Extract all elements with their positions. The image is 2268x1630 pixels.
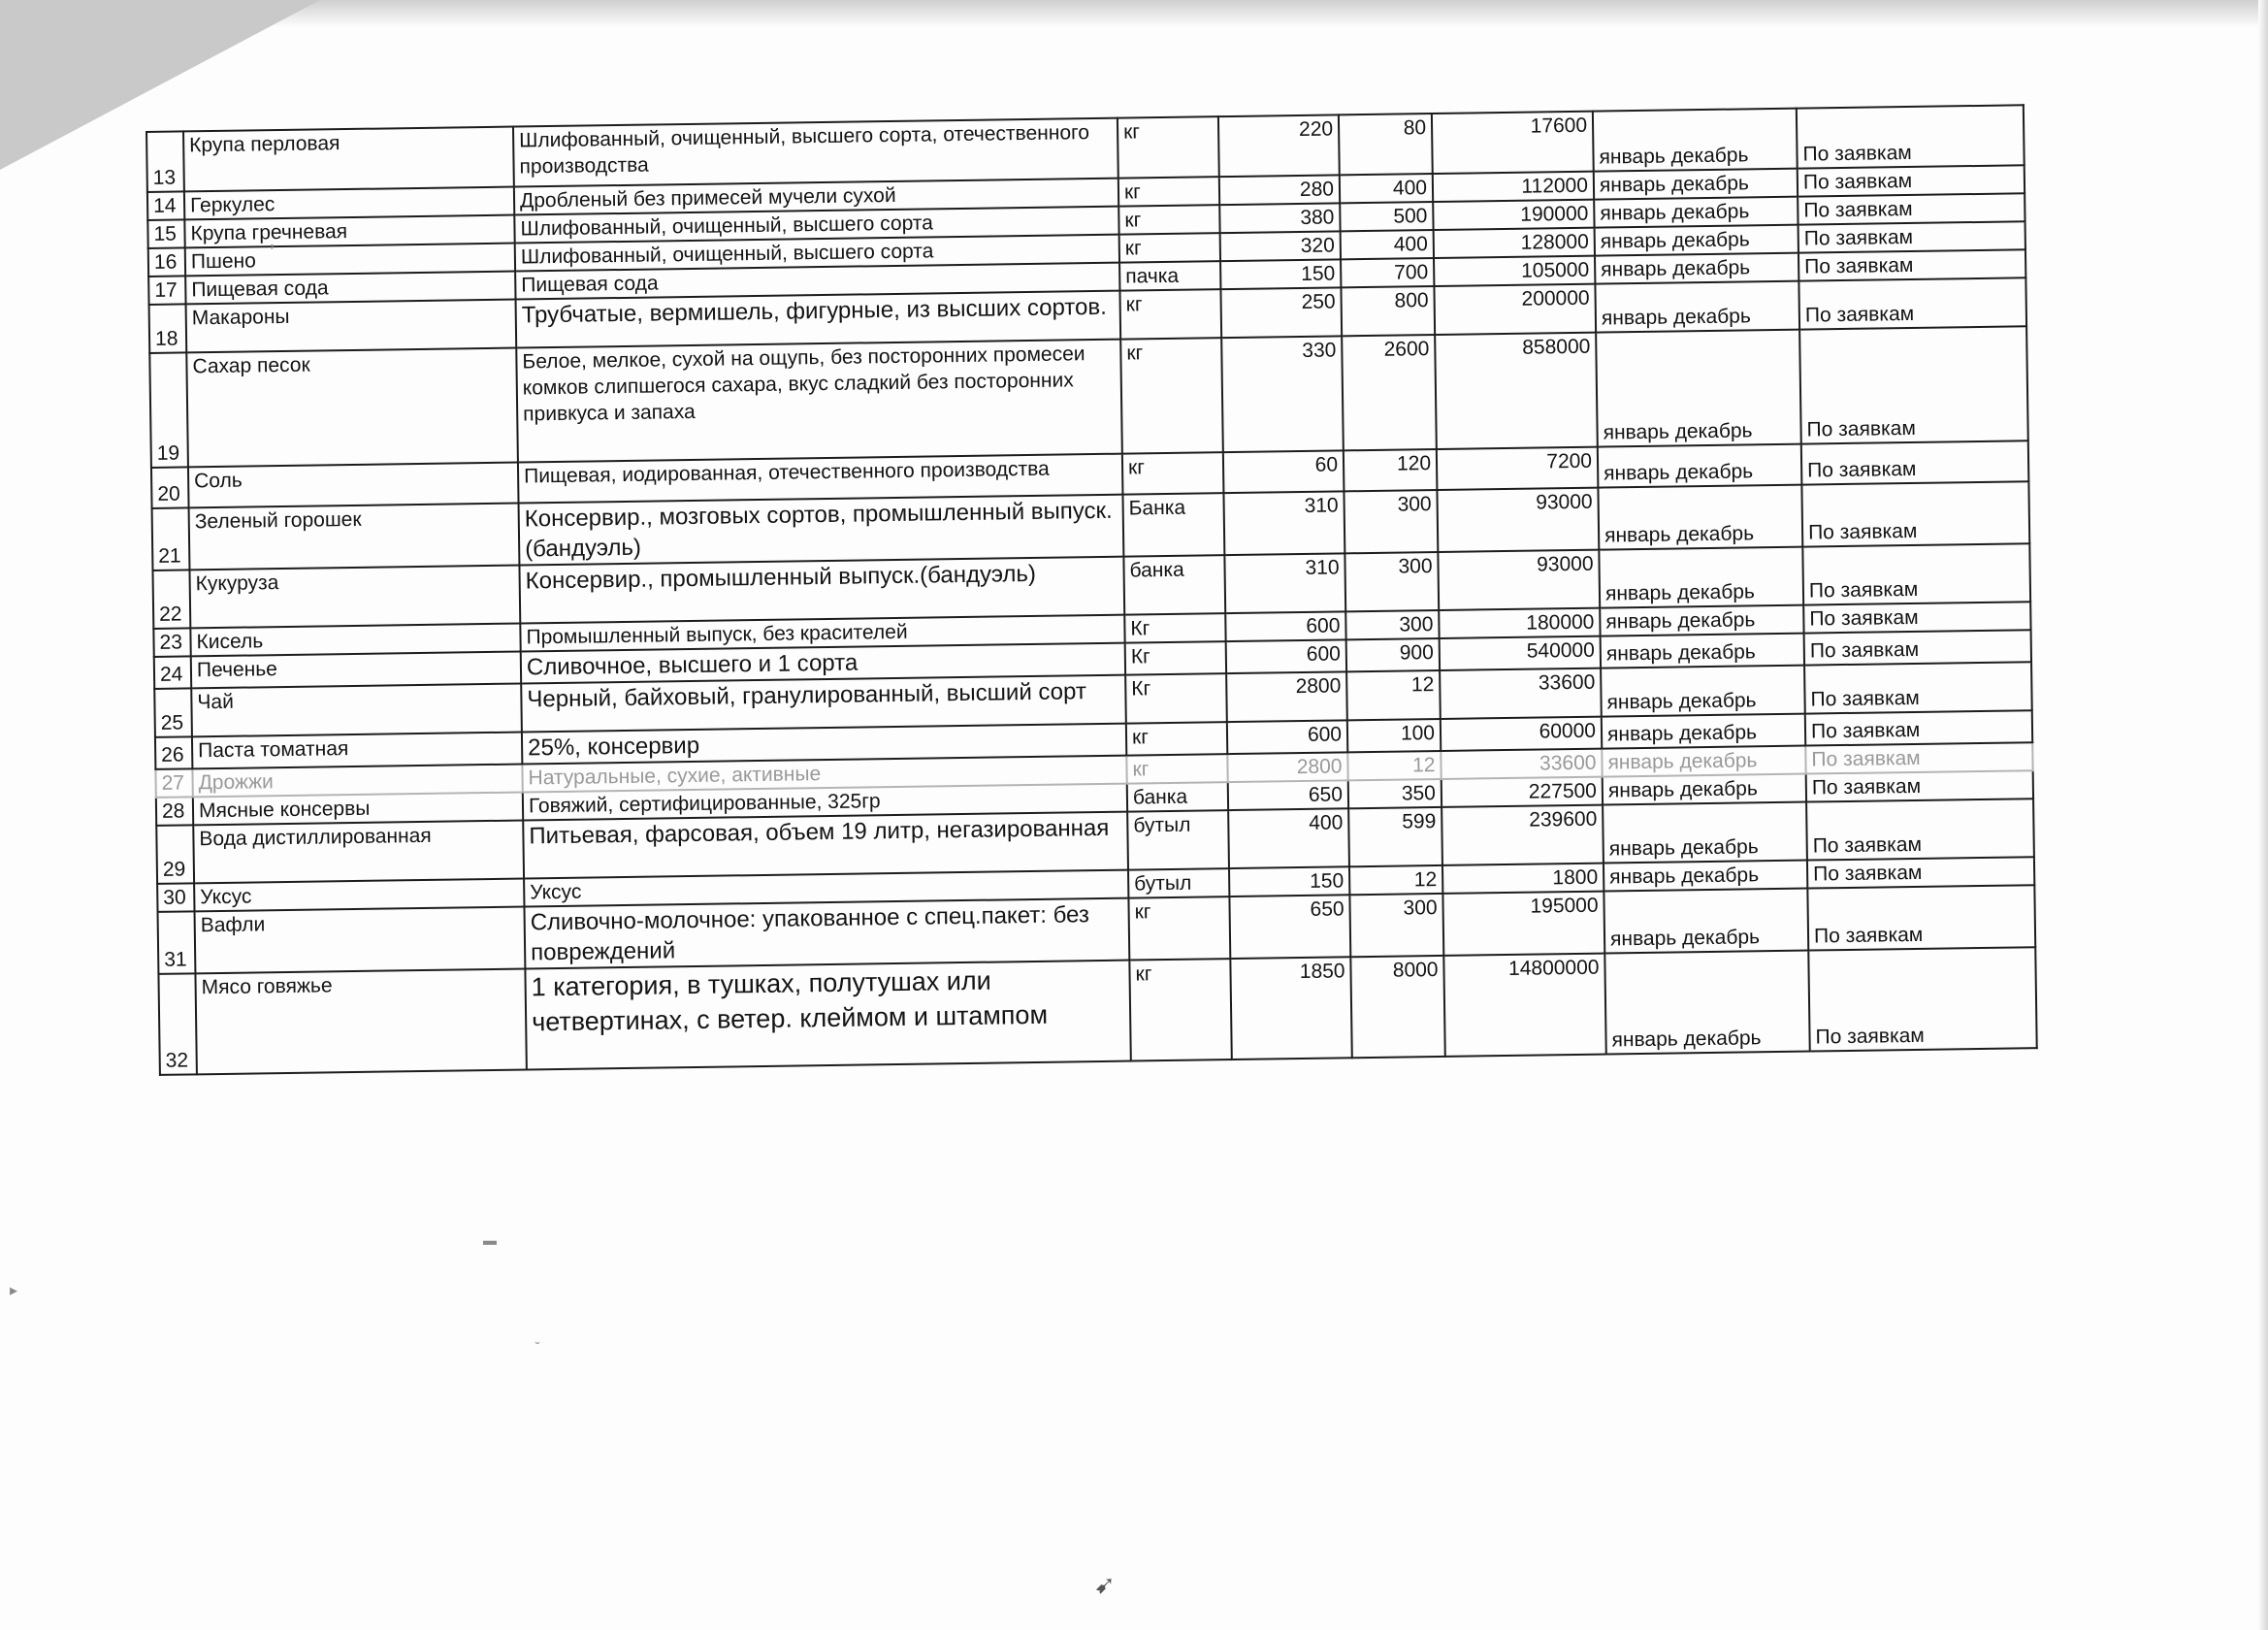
cell-row-number: 28 [156, 797, 193, 826]
cell-total-sum: 105000 [1434, 256, 1595, 286]
cell-unit-price: 600 [1225, 611, 1345, 641]
cell-delivery-period: январь декабрь [1594, 169, 1798, 200]
cell-quantity: 900 [1346, 638, 1440, 671]
cell-product-name: Дрожжи [192, 765, 522, 798]
cell-row-number: 22 [152, 570, 190, 629]
cell-unit-price: 650 [1229, 895, 1350, 959]
cell-product-description: Говяжий, сертифицированные, 325гр [523, 784, 1127, 821]
cell-row-number: 26 [155, 736, 192, 769]
cell-unit: кг [1126, 754, 1227, 783]
cell-delivery-note: По заявкам [1798, 249, 2025, 280]
cell-quantity: 599 [1348, 807, 1442, 866]
cell-delivery-period: январь декабрь [1595, 253, 1798, 284]
table-body [146, 105, 2037, 1075]
cell-product-name: Пищевая сода [185, 272, 515, 305]
cell-delivery-note: По заявкам [1799, 326, 2028, 443]
cell-unit: Банка [1122, 493, 1224, 556]
cell-product-description: Натуральные, сухие, активные [522, 756, 1126, 793]
cell-delivery-period: январь декабрь [1603, 774, 1806, 805]
cell-delivery-period: январь декабрь [1601, 666, 1805, 717]
cell-delivery-period: январь декабрь [1595, 281, 1799, 333]
cell-product-description: Шлифованный, очищенный, высшего сорта [515, 235, 1119, 272]
cell-delivery-period: январь декабрь [1598, 485, 1802, 550]
cell-row-number: 17 [148, 276, 185, 305]
cell-quantity: 350 [1348, 779, 1442, 808]
cell-delivery-note: По заявкам [1807, 857, 2034, 888]
cell-product-name: Печенье [191, 652, 521, 689]
cell-quantity: 80 [1339, 114, 1433, 175]
cell-product-description: Белое, мелкое, сухой на ощупь, без посторонних промесеи комков слипшегося сахара, вкус сладкий без посторонних привкуса и запаха [516, 340, 1122, 463]
cell-total-sum: 540000 [1440, 636, 1601, 670]
cell-unit: кг [1128, 896, 1230, 960]
cell-product-name: Крупа гречневая [184, 215, 514, 248]
cell-product-description: Дробленый без примесей мучели сухой [514, 179, 1118, 215]
cell-quantity: 12 [1347, 751, 1441, 780]
cell-product-name: Зеленый горошек [189, 504, 520, 570]
cell-row-number: 23 [153, 628, 190, 657]
cell-delivery-note: По заявкам [1798, 193, 2025, 224]
cell-delivery-period: январь декабрь [1603, 802, 1807, 864]
cell-delivery-period: январь декабрь [1600, 605, 1803, 636]
cell-unit-price: 2800 [1226, 671, 1347, 722]
cell-unit-price: 60 [1223, 450, 1345, 493]
cell-unit: кг [1118, 116, 1219, 178]
cell-quantity: 700 [1341, 258, 1434, 287]
cell-quantity: 12 [1349, 865, 1442, 895]
procurement-table [146, 104, 2038, 1076]
cell-product-description: Трубчатые, вермишель, фигурные, из высших сортов. [516, 291, 1121, 348]
cell-row-number: 19 [149, 352, 188, 468]
cell-unit-price: 310 [1223, 491, 1345, 555]
cell-total-sum: 858000 [1435, 333, 1598, 449]
cell-delivery-note: По заявкам [1798, 221, 2025, 252]
cell-unit: Кг [1124, 613, 1225, 642]
cell-product-name: Мясные консервы [193, 793, 523, 826]
cell-unit: Кг [1125, 673, 1227, 723]
cell-total-sum: 112000 [1433, 172, 1594, 202]
cell-product-name: Паста томатная [192, 733, 522, 769]
cell-quantity: 12 [1346, 670, 1441, 720]
cell-unit-price: 280 [1219, 175, 1340, 205]
cell-delivery-note: По заявкам [1808, 947, 2036, 1051]
cell-delivery-period: январь декабрь [1594, 197, 1798, 228]
cell-delivery-note: По заявкам [1805, 742, 2032, 773]
cell-unit-price: 2800 [1227, 752, 1347, 782]
cell-delivery-note: По заявкам [1804, 662, 2032, 713]
cell-unit-price: 1850 [1230, 957, 1351, 1060]
cell-unit: кг [1119, 289, 1221, 339]
cell-quantity: 2600 [1342, 335, 1437, 450]
cell-quantity: 100 [1347, 719, 1441, 752]
cell-row-number: 13 [146, 131, 184, 192]
cell-unit-price: 600 [1226, 639, 1346, 673]
cell-total-sum: 200000 [1434, 284, 1596, 335]
scan-top-shadow [0, 0, 2268, 27]
cell-delivery-period: январь декабрь [1602, 714, 1805, 749]
cell-total-sum: 190000 [1433, 200, 1594, 230]
cell-product-description: Консервир., мозговых сортов, промышленный выпуск.(бандуэль) [519, 495, 1124, 566]
cell-quantity: 300 [1344, 490, 1438, 553]
cell-unit-price: 220 [1218, 114, 1340, 177]
cell-delivery-period: январь декабрь [1598, 444, 1802, 488]
cell-product-name: Геркулес [184, 187, 514, 220]
cell-product-name: Крупа перловая [183, 127, 514, 192]
cell-unit-price: 650 [1228, 780, 1348, 810]
cell-product-description: 25%, консервир [522, 724, 1126, 765]
cell-product-description: Пищевая сода [515, 263, 1119, 300]
cell-row-number: 29 [156, 825, 194, 884]
cell-unit: банка [1123, 555, 1225, 614]
cell-unit: кг [1122, 452, 1224, 494]
cell-delivery-period: январь декабрь [1602, 746, 1805, 777]
cell-product-description: Сливочное, высшего и 1 сорта [521, 643, 1125, 684]
cell-total-sum: 17600 [1432, 112, 1594, 174]
cell-product-name: Вафли [195, 906, 526, 973]
cell-delivery-note: По заявкам [1798, 165, 2025, 196]
cell-product-name: Сахар песок [186, 348, 518, 468]
cell-product-name: Соль [188, 463, 519, 508]
cell-product-description: Шлифованный, очищенный, высшего сорта [514, 207, 1118, 244]
cell-product-name: Чай [191, 684, 522, 737]
cell-delivery-period: январь декабрь [1599, 547, 1803, 608]
cell-total-sum: 93000 [1437, 488, 1599, 552]
cell-delivery-note: По заявкам [1801, 481, 2029, 546]
scan-speck: ▸ [10, 1283, 18, 1299]
cell-quantity: 120 [1344, 449, 1438, 491]
cell-delivery-note: По заявкам [1797, 105, 2025, 168]
cell-delivery-period: январь декабрь [1604, 951, 1809, 1055]
scanned-page [146, 104, 2038, 1076]
cell-total-sum: 7200 [1437, 447, 1599, 490]
cell-delivery-period: январь декабрь [1601, 634, 1804, 668]
cell-product-name: Вода дистиллированная [193, 821, 524, 884]
cell-unit: кг [1129, 959, 1231, 1060]
cell-product-name: Мясо говяжье [195, 968, 526, 1074]
cell-total-sum: 33600 [1440, 668, 1602, 719]
cell-product-description: Сливочно-молочное: упакованное с спец.пакет: без повреждений [524, 898, 1129, 969]
cell-product-description: 1 категория, в тушках, полутушах или четвертинах, с ветер. клеймом и штампом [525, 961, 1130, 1070]
cell-row-number: 21 [152, 507, 190, 570]
cell-unit-price: 320 [1220, 231, 1341, 261]
cell-unit: кг [1118, 205, 1219, 234]
cell-product-description: Черный, байховый, гранулированный, высший сорт [521, 675, 1126, 733]
cell-row-number: 20 [151, 467, 189, 508]
cell-quantity: 500 [1340, 202, 1433, 231]
cell-delivery-period: январь декабрь [1604, 861, 1807, 892]
cell-delivery-note: По заявкам [1806, 799, 2034, 860]
cell-delivery-note: По заявкам [1801, 440, 2029, 484]
cell-product-description: Пищевая, иодированная, отечественного производства [518, 454, 1123, 504]
cell-row-number: 15 [147, 219, 184, 248]
cell-product-name: Уксус [194, 878, 524, 911]
cell-product-description: Уксус [524, 870, 1128, 907]
cell-row-number: 27 [155, 768, 192, 798]
cell-row-number: 31 [158, 911, 196, 974]
cell-unit: кг [1126, 722, 1227, 755]
cell-quantity: 400 [1340, 174, 1433, 203]
cell-delivery-note: По заявкам [1803, 602, 2030, 633]
scan-right-edge [2258, 0, 2268, 1630]
cell-product-description: Консервир., промышленный выпуск.(бандуэль) [519, 557, 1124, 624]
cell-total-sum: 195000 [1442, 892, 1604, 956]
cell-product-description: Питьевая, фарсовая, объем 19 литр, негазированная [523, 812, 1128, 879]
cell-delivery-note: По заявкам [1804, 630, 2031, 665]
scan-speck: ˘ [535, 1339, 540, 1354]
scan-speck: ▬ [483, 1232, 497, 1248]
cell-row-number: 30 [157, 883, 194, 912]
cell-total-sum: 1800 [1442, 864, 1604, 894]
cell-unit: бутыл [1128, 868, 1229, 897]
cell-quantity: 300 [1349, 894, 1443, 957]
cell-row-number: 25 [154, 688, 192, 737]
cell-unit-price: 310 [1224, 553, 1345, 613]
cell-unit: пачка [1119, 261, 1220, 290]
cell-unit-price: 250 [1220, 287, 1342, 338]
cell-total-sum: 93000 [1438, 550, 1600, 610]
cell-delivery-period: январь декабрь [1596, 330, 1801, 447]
cell-delivery-period: январь декабрь [1595, 225, 1798, 256]
cell-product-description: Шлифованный, очищенный, высшего сорта, отечественного производства [513, 118, 1118, 187]
cell-unit-price: 150 [1220, 259, 1341, 289]
scan-speck: ʼ [270, 241, 275, 265]
cell-unit: бутыл [1127, 810, 1229, 869]
cell-delivery-period: январь декабрь [1604, 889, 1808, 954]
cell-total-sum: 180000 [1439, 608, 1600, 638]
cell-quantity: 300 [1345, 552, 1439, 611]
cell-unit: кг [1120, 338, 1223, 453]
cell-product-name: Макароны [186, 300, 517, 353]
cell-row-number: 24 [154, 656, 191, 689]
cell-delivery-note: По заявкам [1806, 770, 2033, 801]
cell-quantity: 400 [1341, 230, 1434, 259]
cell-quantity: 800 [1341, 286, 1435, 336]
cell-row-number: 16 [148, 247, 185, 277]
cell-row-number: 32 [158, 973, 196, 1075]
cell-unit: кг [1118, 177, 1219, 206]
cell-delivery-note: По заявкам [1802, 543, 2030, 604]
cell-unit: Кг [1125, 641, 1226, 674]
cell-unit-price: 330 [1221, 336, 1344, 452]
cell-delivery-period: январь декабрь [1593, 109, 1798, 172]
cell-unit: банка [1127, 782, 1228, 811]
cell-total-sum: 14800000 [1443, 954, 1605, 1057]
cell-row-number: 14 [147, 191, 184, 220]
cell-total-sum: 33600 [1441, 749, 1602, 779]
cell-unit-price: 600 [1227, 720, 1347, 754]
cell-unit-price: 150 [1229, 866, 1349, 896]
cell-delivery-note: По заявкам [1805, 710, 2032, 745]
scan-speck: ➹ [1094, 1570, 1116, 1599]
cell-quantity: 8000 [1350, 956, 1444, 1058]
cell-product-description: Промышленный выпуск, без красителей [520, 615, 1124, 652]
cell-unit-price: 400 [1228, 808, 1349, 868]
cell-delivery-note: По заявкам [1807, 885, 2035, 950]
cell-total-sum: 60000 [1441, 717, 1602, 751]
cell-total-sum: 128000 [1434, 228, 1595, 258]
cell-product-name: Кукуруза [189, 566, 520, 629]
cell-product-name: Кисель [190, 624, 520, 657]
cell-product-name: Пшено [185, 244, 515, 277]
cell-total-sum: 239600 [1442, 805, 1604, 865]
cell-total-sum: 227500 [1442, 777, 1603, 807]
cell-unit: кг [1119, 233, 1220, 262]
cell-delivery-note: По заявкам [1798, 277, 2026, 329]
cell-quantity: 300 [1345, 610, 1439, 639]
cell-row-number: 18 [149, 304, 187, 353]
cell-unit-price: 380 [1219, 203, 1340, 233]
